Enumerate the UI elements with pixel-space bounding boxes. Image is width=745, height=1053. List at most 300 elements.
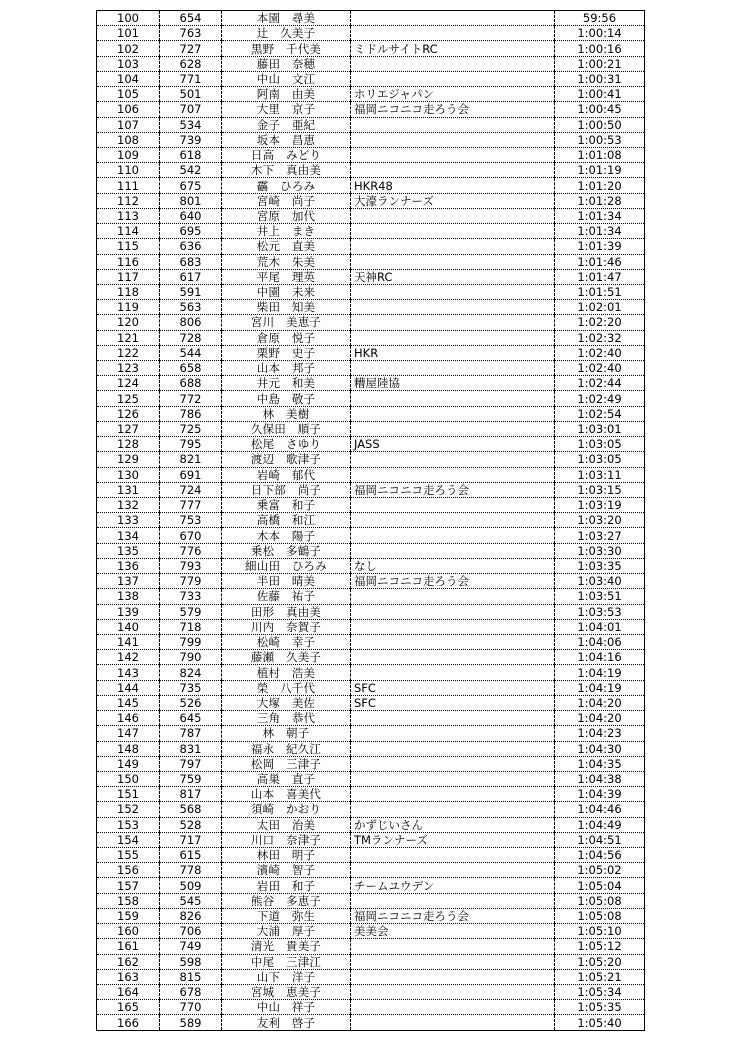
- table-row: [97, 680, 645, 695]
- runner-name-cell: 松尾 さゆり: [222, 437, 351, 452]
- bib-number-cell: 777: [160, 498, 222, 513]
- finish-time-cell: 1:04:20: [555, 695, 645, 710]
- bib-number-cell: 776: [160, 543, 222, 558]
- rank-cell: 115: [97, 239, 160, 254]
- table-row: [97, 315, 645, 330]
- finish-time-cell: 1:01:34: [555, 208, 645, 223]
- table-row: [97, 87, 645, 102]
- bib-number-cell: 509: [160, 878, 222, 893]
- team-cell: 美美会: [351, 924, 555, 939]
- table-row: [97, 558, 645, 573]
- team-cell: [351, 848, 555, 863]
- finish-time-cell: 1:00:16: [555, 41, 645, 56]
- table-row: [97, 832, 645, 847]
- runner-name-cell: 細山田 ひろみ: [222, 558, 351, 573]
- bib-number-cell: 771: [160, 71, 222, 86]
- finish-time-cell: 1:03:30: [555, 543, 645, 558]
- bib-number-cell: 806: [160, 315, 222, 330]
- table-row: [97, 193, 645, 208]
- runner-name-cell: 林田 明子: [222, 848, 351, 863]
- runner-name-cell: 佐藤 祐子: [222, 589, 351, 604]
- rank-cell: 100: [97, 11, 160, 26]
- table-row: [97, 482, 645, 497]
- finish-time-cell: 1:03:35: [555, 558, 645, 573]
- finish-time-cell: 1:01:47: [555, 269, 645, 284]
- finish-time-cell: 1:01:08: [555, 147, 645, 162]
- team-cell: [351, 771, 555, 786]
- runner-name-cell: 日下部 尚子: [222, 482, 351, 497]
- rank-cell: 106: [97, 102, 160, 117]
- bib-number-cell: 526: [160, 695, 222, 710]
- team-cell: [351, 1015, 555, 1030]
- table-row: [97, 589, 645, 604]
- team-cell: 福岡ニコニコ走ろう会: [351, 574, 555, 589]
- team-cell: [351, 26, 555, 41]
- table-row: [97, 893, 645, 908]
- table-row: [97, 71, 645, 86]
- table-row: [97, 650, 645, 665]
- bib-number-cell: 770: [160, 1000, 222, 1015]
- bib-number-cell: 589: [160, 1015, 222, 1030]
- bib-number-cell: 797: [160, 756, 222, 771]
- bib-number-cell: 763: [160, 26, 222, 41]
- rank-cell: 131: [97, 482, 160, 497]
- bib-number-cell: 544: [160, 345, 222, 360]
- team-cell: [351, 863, 555, 878]
- bib-number-cell: 790: [160, 650, 222, 665]
- rank-cell: 152: [97, 802, 160, 817]
- runner-name-cell: 久保田 順子: [222, 421, 351, 436]
- finish-time-cell: 1:02:49: [555, 391, 645, 406]
- runner-name-cell: 大塚 美佐: [222, 695, 351, 710]
- bib-number-cell: 786: [160, 406, 222, 421]
- finish-time-cell: 1:02:40: [555, 345, 645, 360]
- finish-time-cell: 1:02:44: [555, 376, 645, 391]
- runner-name-cell: 大里 京子: [222, 102, 351, 117]
- rank-cell: 111: [97, 178, 160, 193]
- team-cell: [351, 361, 555, 376]
- rank-cell: 153: [97, 817, 160, 832]
- finish-time-cell: 1:05:34: [555, 985, 645, 1000]
- team-cell: [351, 391, 555, 406]
- runner-name-cell: 柴田 知美: [222, 300, 351, 315]
- rank-cell: 133: [97, 513, 160, 528]
- team-cell: [351, 954, 555, 969]
- finish-time-cell: 1:00:31: [555, 71, 645, 86]
- bib-number-cell: 759: [160, 771, 222, 786]
- bib-number-cell: 733: [160, 589, 222, 604]
- finish-time-cell: 1:01:20: [555, 178, 645, 193]
- table-row: [97, 1015, 645, 1030]
- rank-cell: 156: [97, 863, 160, 878]
- table-row: [97, 619, 645, 634]
- runner-name-cell: 中山 文江: [222, 71, 351, 86]
- runner-name-cell: 金子 亜紀: [222, 117, 351, 132]
- rank-cell: 102: [97, 41, 160, 56]
- table-row: [97, 132, 645, 147]
- team-cell: [351, 1000, 555, 1015]
- rank-cell: 159: [97, 908, 160, 923]
- table-row: [97, 513, 645, 528]
- table-row: [97, 954, 645, 969]
- rank-cell: 162: [97, 954, 160, 969]
- team-cell: HKR: [351, 345, 555, 360]
- runner-name-cell: 木本 陽子: [222, 528, 351, 543]
- table-row: [97, 939, 645, 954]
- rank-cell: 108: [97, 132, 160, 147]
- bib-number-cell: 654: [160, 11, 222, 26]
- bib-number-cell: 749: [160, 939, 222, 954]
- rank-cell: 149: [97, 756, 160, 771]
- rank-cell: 154: [97, 832, 160, 847]
- team-cell: [351, 315, 555, 330]
- runner-name-cell: 清光 貴美子: [222, 939, 351, 954]
- runner-name-cell: 太田 治美: [222, 817, 351, 832]
- finish-time-cell: 1:02:54: [555, 406, 645, 421]
- team-cell: [351, 56, 555, 71]
- finish-time-cell: 1:05:12: [555, 939, 645, 954]
- team-cell: ホリエジャパン: [351, 87, 555, 102]
- runner-name-cell: 松岡 三津子: [222, 756, 351, 771]
- rank-cell: 103: [97, 56, 160, 71]
- rank-cell: 129: [97, 452, 160, 467]
- bib-number-cell: 640: [160, 208, 222, 223]
- table-row: [97, 467, 645, 482]
- runner-name-cell: 川内 奈賀子: [222, 619, 351, 634]
- finish-time-cell: 1:00:41: [555, 87, 645, 102]
- runner-name-cell: 林 朝子: [222, 726, 351, 741]
- bib-number-cell: 645: [160, 711, 222, 726]
- runner-name-cell: 井元 和美: [222, 376, 351, 391]
- finish-time-cell: 1:05:40: [555, 1015, 645, 1030]
- rank-cell: 105: [97, 87, 160, 102]
- team-cell: [351, 300, 555, 315]
- team-cell: [351, 741, 555, 756]
- runner-name-cell: 宮城 恵美子: [222, 985, 351, 1000]
- bib-number-cell: 824: [160, 665, 222, 680]
- rank-cell: 143: [97, 665, 160, 680]
- runner-name-cell: 田形 真由美: [222, 604, 351, 619]
- team-cell: [351, 711, 555, 726]
- bib-number-cell: 778: [160, 863, 222, 878]
- bib-number-cell: 636: [160, 239, 222, 254]
- rank-cell: 125: [97, 391, 160, 406]
- team-cell: [351, 969, 555, 984]
- finish-time-cell: 1:04:49: [555, 817, 645, 832]
- finish-time-cell: 1:04:39: [555, 787, 645, 802]
- runner-name-cell: 岩崎 郁代: [222, 467, 351, 482]
- runner-name-cell: 山本 邦子: [222, 361, 351, 376]
- table-row: [97, 102, 645, 117]
- runner-name-cell: 藤田 奈穂: [222, 56, 351, 71]
- bib-number-cell: 534: [160, 117, 222, 132]
- team-cell: HKR48: [351, 178, 555, 193]
- team-cell: [351, 147, 555, 162]
- rank-cell: 101: [97, 26, 160, 41]
- runner-name-cell: 渡辺 歌津子: [222, 452, 351, 467]
- team-cell: [351, 421, 555, 436]
- bib-number-cell: 799: [160, 634, 222, 649]
- table-row: [97, 421, 645, 436]
- finish-time-cell: 1:02:32: [555, 330, 645, 345]
- table-row: [97, 1000, 645, 1015]
- bib-number-cell: 545: [160, 893, 222, 908]
- finish-time-cell: 1:00:21: [555, 56, 645, 71]
- bib-number-cell: 542: [160, 163, 222, 178]
- runner-name-cell: 山下 洋子: [222, 969, 351, 984]
- bib-number-cell: 821: [160, 452, 222, 467]
- table-row: [97, 224, 645, 239]
- runner-name-cell: 林 美樹: [222, 406, 351, 421]
- runner-name-cell: 友利 啓子: [222, 1015, 351, 1030]
- table-row: [97, 817, 645, 832]
- runner-name-cell: 高橋 和江: [222, 513, 351, 528]
- finish-time-cell: 1:04:46: [555, 802, 645, 817]
- rank-cell: 165: [97, 1000, 160, 1015]
- runner-name-cell: 荒木 朱美: [222, 254, 351, 269]
- finish-time-cell: 1:04:19: [555, 680, 645, 695]
- rank-cell: 158: [97, 893, 160, 908]
- team-cell: TMランナーズ: [351, 832, 555, 847]
- table-row: [97, 574, 645, 589]
- finish-time-cell: 1:04:19: [555, 665, 645, 680]
- finish-time-cell: 1:05:21: [555, 969, 645, 984]
- team-cell: チームユウデン: [351, 878, 555, 893]
- runner-name-cell: 福永 紀久江: [222, 741, 351, 756]
- table-row: [97, 300, 645, 315]
- finish-time-cell: 1:01:39: [555, 239, 645, 254]
- bib-number-cell: 787: [160, 726, 222, 741]
- finish-time-cell: 1:03:27: [555, 528, 645, 543]
- bib-number-cell: 501: [160, 87, 222, 102]
- bib-number-cell: 779: [160, 574, 222, 589]
- team-cell: [351, 224, 555, 239]
- table-row: [97, 254, 645, 269]
- team-cell: なし: [351, 558, 555, 573]
- finish-time-cell: 1:03:05: [555, 437, 645, 452]
- rank-cell: 164: [97, 985, 160, 1000]
- table-row: [97, 11, 645, 26]
- rank-cell: 121: [97, 330, 160, 345]
- finish-time-cell: 1:04:35: [555, 756, 645, 771]
- table-row: [97, 56, 645, 71]
- table-row: [97, 924, 645, 939]
- rank-cell: 128: [97, 437, 160, 452]
- finish-time-cell: 1:01:46: [555, 254, 645, 269]
- bib-number-cell: 772: [160, 391, 222, 406]
- runner-name-cell: 熊谷 多恵子: [222, 893, 351, 908]
- bib-number-cell: 717: [160, 832, 222, 847]
- finish-time-cell: 1:02:20: [555, 315, 645, 330]
- rank-cell: 136: [97, 558, 160, 573]
- rank-cell: 132: [97, 498, 160, 513]
- bib-number-cell: 691: [160, 467, 222, 482]
- runner-name-cell: 三角 恭代: [222, 711, 351, 726]
- rank-cell: 114: [97, 224, 160, 239]
- finish-time-cell: 1:05:02: [555, 863, 645, 878]
- team-cell: [351, 726, 555, 741]
- runner-name-cell: 木下 真由美: [222, 163, 351, 178]
- rank-cell: 118: [97, 284, 160, 299]
- team-cell: [351, 665, 555, 680]
- rank-cell: 138: [97, 589, 160, 604]
- bib-number-cell: 728: [160, 330, 222, 345]
- runner-name-cell: 宮川 美恵子: [222, 315, 351, 330]
- table-row: [97, 802, 645, 817]
- finish-time-cell: 1:05:35: [555, 1000, 645, 1015]
- table-row: [97, 330, 645, 345]
- runner-name-cell: 栗野 史子: [222, 345, 351, 360]
- table-row: [97, 528, 645, 543]
- rank-cell: 123: [97, 361, 160, 376]
- team-cell: [351, 239, 555, 254]
- rank-cell: 166: [97, 1015, 160, 1030]
- rank-cell: 124: [97, 376, 160, 391]
- table-row: [97, 498, 645, 513]
- finish-time-cell: 1:03:01: [555, 421, 645, 436]
- team-cell: [351, 330, 555, 345]
- bib-number-cell: 724: [160, 482, 222, 497]
- team-cell: [351, 802, 555, 817]
- table-row: [97, 726, 645, 741]
- table-row: [97, 361, 645, 376]
- finish-time-cell: 1:03:53: [555, 604, 645, 619]
- table-row: [97, 239, 645, 254]
- rank-cell: 148: [97, 741, 160, 756]
- rank-cell: 137: [97, 574, 160, 589]
- table-row: [97, 26, 645, 41]
- bib-number-cell: 617: [160, 269, 222, 284]
- table-row: [97, 269, 645, 284]
- finish-time-cell: 1:01:28: [555, 193, 645, 208]
- table-row: [97, 345, 645, 360]
- results-body: [97, 11, 645, 1031]
- bib-number-cell: 735: [160, 680, 222, 695]
- finish-time-cell: 1:05:08: [555, 893, 645, 908]
- runner-name-cell: 松元 直美: [222, 239, 351, 254]
- table-row: [97, 908, 645, 923]
- runner-name-cell: 平尾 理英: [222, 269, 351, 284]
- table-row: [97, 695, 645, 710]
- team-cell: かずじいさん: [351, 817, 555, 832]
- table-row: [97, 863, 645, 878]
- team-cell: [351, 467, 555, 482]
- rank-cell: 150: [97, 771, 160, 786]
- finish-time-cell: 1:00:14: [555, 26, 645, 41]
- rank-cell: 145: [97, 695, 160, 710]
- runner-name-cell: 中園 未来: [222, 284, 351, 299]
- bib-number-cell: 688: [160, 376, 222, 391]
- team-cell: [351, 756, 555, 771]
- finish-time-cell: 1:04:20: [555, 711, 645, 726]
- team-cell: [351, 893, 555, 908]
- team-cell: [351, 163, 555, 178]
- bib-number-cell: 725: [160, 421, 222, 436]
- team-cell: [351, 528, 555, 543]
- table-row: [97, 741, 645, 756]
- rank-cell: 155: [97, 848, 160, 863]
- team-cell: 福岡ニコニコ走ろう会: [351, 908, 555, 923]
- rank-cell: 163: [97, 969, 160, 984]
- team-cell: [351, 11, 555, 26]
- runner-name-cell: 植村 浩美: [222, 665, 351, 680]
- table-row: [97, 208, 645, 223]
- table-row: [97, 985, 645, 1000]
- team-cell: [351, 939, 555, 954]
- finish-time-cell: 1:00:45: [555, 102, 645, 117]
- rank-cell: 161: [97, 939, 160, 954]
- table-row: [97, 634, 645, 649]
- runner-name-cell: 須崎 かおり: [222, 802, 351, 817]
- team-cell: [351, 406, 555, 421]
- team-cell: [351, 498, 555, 513]
- rank-cell: 107: [97, 117, 160, 132]
- team-cell: 大濠ランナーズ: [351, 193, 555, 208]
- rank-cell: 147: [97, 726, 160, 741]
- runner-name-cell: 井上 まき: [222, 224, 351, 239]
- bib-number-cell: 793: [160, 558, 222, 573]
- bib-number-cell: 831: [160, 741, 222, 756]
- team-cell: [351, 985, 555, 1000]
- table-row: [97, 878, 645, 893]
- bib-number-cell: 670: [160, 528, 222, 543]
- runner-name-cell: 辻 久美子: [222, 26, 351, 41]
- rank-cell: 139: [97, 604, 160, 619]
- team-cell: [351, 452, 555, 467]
- table-row: [97, 406, 645, 421]
- team-cell: 糟屋陸協: [351, 376, 555, 391]
- finish-time-cell: 1:04:38: [555, 771, 645, 786]
- finish-time-cell: 1:01:51: [555, 284, 645, 299]
- table-row: [97, 391, 645, 406]
- finish-time-cell: 1:04:06: [555, 634, 645, 649]
- runner-name-cell: 中山 祥子: [222, 1000, 351, 1015]
- rank-cell: 113: [97, 208, 160, 223]
- finish-time-cell: 1:01:34: [555, 224, 645, 239]
- table-row: [97, 163, 645, 178]
- table-row: [97, 452, 645, 467]
- runner-name-cell: 岩田 和子: [222, 878, 351, 893]
- team-cell: JASS: [351, 437, 555, 452]
- results-table: [96, 10, 645, 1031]
- rank-cell: 117: [97, 269, 160, 284]
- runner-name-cell: 中島 敬子: [222, 391, 351, 406]
- bib-number-cell: 801: [160, 193, 222, 208]
- rank-cell: 122: [97, 345, 160, 360]
- team-cell: [351, 132, 555, 147]
- table-row: [97, 711, 645, 726]
- runner-name-cell: 山本 喜美代: [222, 787, 351, 802]
- rank-cell: 112: [97, 193, 160, 208]
- rank-cell: 110: [97, 163, 160, 178]
- finish-time-cell: 1:05:08: [555, 908, 645, 923]
- bib-number-cell: 727: [160, 41, 222, 56]
- finish-time-cell: 1:04:23: [555, 726, 645, 741]
- rank-cell: 141: [97, 634, 160, 649]
- runner-name-cell: 中尾 三津江: [222, 954, 351, 969]
- table-row: [97, 437, 645, 452]
- team-cell: [351, 619, 555, 634]
- team-cell: [351, 71, 555, 86]
- runner-name-cell: 松崎 幸子: [222, 634, 351, 649]
- finish-time-cell: 1:05:04: [555, 878, 645, 893]
- table-row: [97, 787, 645, 802]
- table-row: [97, 147, 645, 162]
- finish-time-cell: 1:04:30: [555, 741, 645, 756]
- team-cell: [351, 634, 555, 649]
- finish-time-cell: 1:00:53: [555, 132, 645, 147]
- runner-name-cell: 乗富 和子: [222, 498, 351, 513]
